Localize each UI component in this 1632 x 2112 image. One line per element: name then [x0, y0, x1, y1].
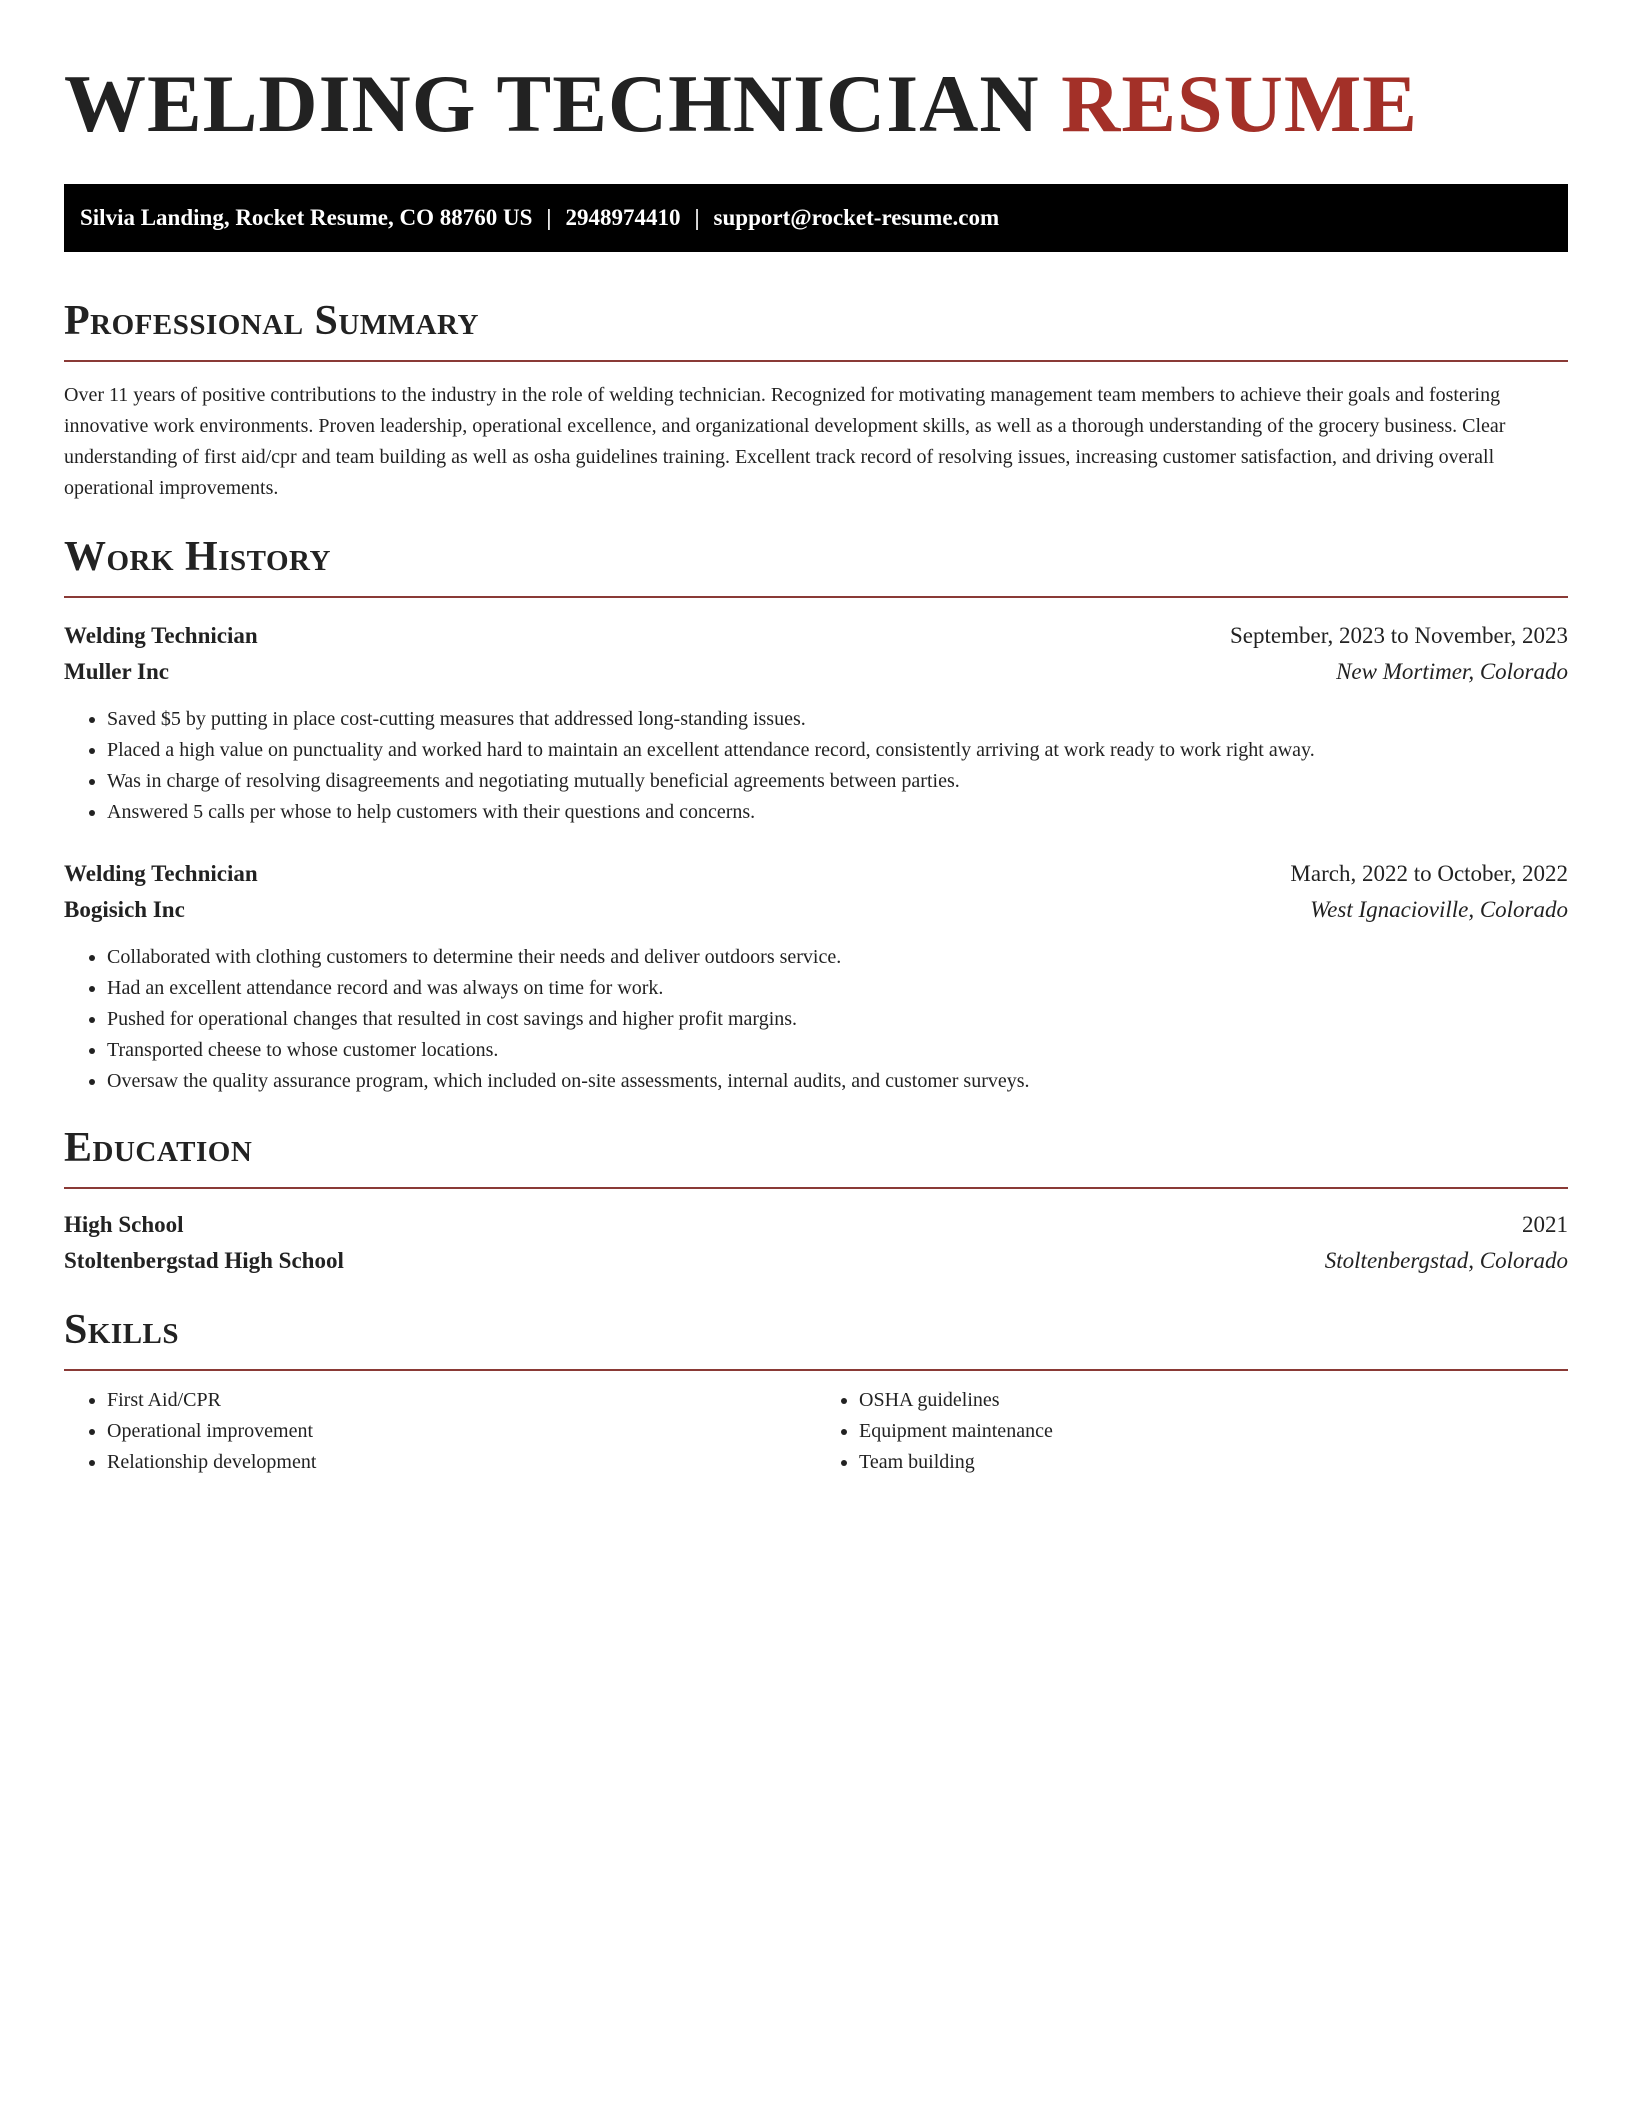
contact-email: support@rocket-resume.com [713, 205, 1000, 230]
job-dates: March, 2022 to October, 2022 [1290, 861, 1568, 886]
work-history-heading: Work History [64, 534, 331, 580]
job-bullet: • Transported cheese to whose customer locations. [107, 1035, 1568, 1066]
skill-item: • Operational improvement [107, 1416, 816, 1447]
job-company: Bogisich Inc [64, 897, 185, 922]
skills-heading: Skills [64, 1307, 180, 1353]
resume-title [64, 0, 1568, 152]
skills-column-left [64, 1385, 816, 1478]
skill-item: • Relationship development [107, 1447, 816, 1478]
summary-section [64, 296, 1568, 504]
education-degree: High School [64, 1212, 184, 1237]
skill-item: • OSHA guidelines [859, 1385, 1568, 1416]
job-header-row [64, 856, 1568, 892]
education-heading: Education [64, 1125, 253, 1171]
education-school-row [64, 1243, 1568, 1279]
education-location: Stoltenbergstad, Colorado [1324, 1248, 1568, 1273]
job-bullets [64, 942, 1568, 1097]
skill-item: • Team building [859, 1447, 1568, 1478]
section-divider [64, 1369, 1568, 1371]
education-school: Stoltenbergstad High School [64, 1248, 344, 1273]
job-entry [64, 856, 1568, 1097]
skills-grid [64, 1385, 1568, 1478]
summary-text: Over 11 years of positive contributions to the industry in the role of welding technician. Recognized for motivating management team members to achieve their goals and fostering innovative work environments. Proven leadership, operational excellence, and organizational development skills, as well as a thorough understanding of the grocery business. Clear understanding of first aid/cpr and team building as well as osha guidelines training. Excellent track record of resolving issues, increasing customer satisfaction, and driving overall operational improvements. [64, 384, 1506, 499]
job-location: West Ignacioville, Colorado [1310, 897, 1568, 922]
job-location: New Mortimer, Colorado [1336, 659, 1568, 684]
education-section [64, 1123, 1568, 1279]
skills-section [64, 1305, 1568, 1478]
education-entry [64, 1207, 1568, 1279]
section-divider [64, 596, 1568, 598]
job-entry [64, 618, 1568, 828]
job-title: Welding Technician [64, 623, 258, 648]
skill-item: • First Aid/CPR [107, 1385, 816, 1416]
contact-address: Silvia Landing, Rocket Resume, CO 88760 US [80, 205, 533, 230]
job-bullet: • Pushed for operational changes that resulted in cost savings and higher profit margins. [107, 1004, 1568, 1035]
job-bullet: • Was in charge of resolving disagreements and negotiating mutually beneficial agreements between parties. [107, 766, 1568, 797]
contact-separator: | [546, 205, 552, 230]
job-company-row [64, 892, 1568, 928]
job-bullet: • Answered 5 calls per whose to help customers with their questions and concerns. [107, 797, 1568, 828]
job-company: Muller Inc [64, 659, 169, 684]
contact-bar [64, 184, 1568, 252]
job-bullet: • Had an excellent attendance record and was always on time for work. [107, 973, 1568, 1004]
job-header-row [64, 618, 1568, 654]
skill-item: • Equipment maintenance [859, 1416, 1568, 1447]
title-accent: RESUME [1061, 58, 1418, 149]
education-year: 2021 [1522, 1212, 1568, 1237]
job-bullets [64, 704, 1568, 828]
title-main: WELDING TECHNICIAN [64, 58, 1040, 149]
skills-column-right [816, 1385, 1568, 1478]
education-header-row [64, 1207, 1568, 1243]
contact-separator: | [694, 205, 700, 230]
job-title: Welding Technician [64, 861, 258, 886]
work-history-section [64, 532, 1568, 1097]
section-divider [64, 360, 1568, 362]
job-bullet: • Placed a high value on punctuality and worked hard to maintain an excellent attendance record, consistently arriving at work ready to work right away. [107, 735, 1568, 766]
job-bullet: • Saved $5 by putting in place cost-cutting measures that addressed long-standing issues. [107, 704, 1568, 735]
job-dates: September, 2023 to November, 2023 [1230, 623, 1568, 648]
job-bullet: • Collaborated with clothing customers to determine their needs and deliver outdoors service. [107, 942, 1568, 973]
job-bullet: • Oversaw the quality assurance program, which included on-site assessments, internal audits, and customer surveys. [107, 1066, 1568, 1097]
summary-heading: Professional Summary [64, 298, 479, 344]
contact-phone: 2948974410 [565, 205, 681, 230]
job-company-row [64, 654, 1568, 690]
section-divider [64, 1187, 1568, 1189]
